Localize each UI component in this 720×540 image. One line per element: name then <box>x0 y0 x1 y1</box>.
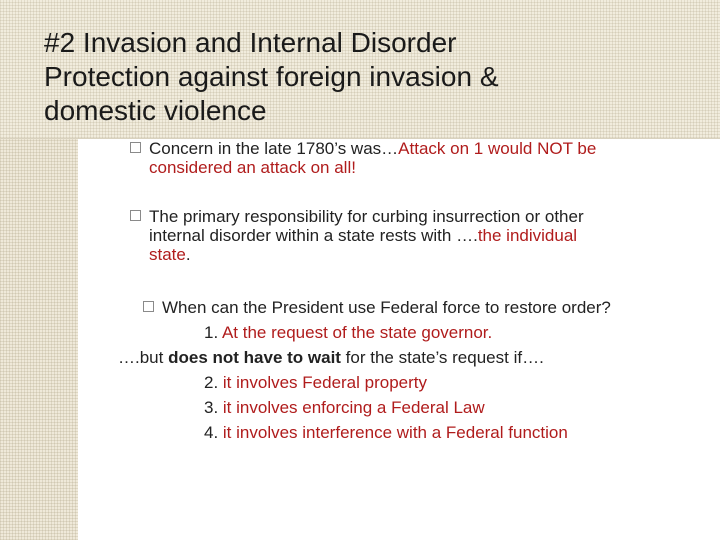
bullet-2-line-1: The primary responsibility for curbing insurrection or other <box>149 207 584 226</box>
bullet-1-line-2: considered an attack on all! <box>149 158 356 177</box>
bullet-3-question: When can the President use Federal force to restore order? <box>162 298 611 317</box>
bullet-3 <box>118 295 713 445</box>
checkbox-bullet-icon <box>143 301 154 312</box>
bullet-3-item-2: 2. it involves Federal property <box>204 373 427 392</box>
bullet-1 <box>130 139 705 177</box>
bullet-1-line-1: Concern in the late 1780’s was…Attack on 1 would NOT be <box>149 139 597 158</box>
checkbox-bullet-icon <box>130 142 141 153</box>
bullet-2-line-3: state. <box>149 245 191 264</box>
bullet-3-item-4: 4. it involves interference with a Federal function <box>204 423 568 442</box>
bullet-3-item-1: 1. At the request of the state governor. <box>204 323 493 342</box>
bullet-3-but-line: ….but does not have to wait for the state’s request if…. <box>118 348 544 367</box>
bullet-2-line-2: internal disorder within a state rests with ….the individual <box>149 226 578 245</box>
bullet-3-item-3: 3. it involves enforcing a Federal Law <box>204 398 485 417</box>
title-line-1: #2 Invasion and Internal Disorder <box>44 27 457 58</box>
slide-title <box>44 26 704 128</box>
title-line-3: domestic violence <box>44 95 267 126</box>
checkbox-bullet-icon <box>130 210 141 221</box>
title-line-2: Protection against foreign invasion & <box>44 61 499 92</box>
bullet-2 <box>130 207 705 264</box>
